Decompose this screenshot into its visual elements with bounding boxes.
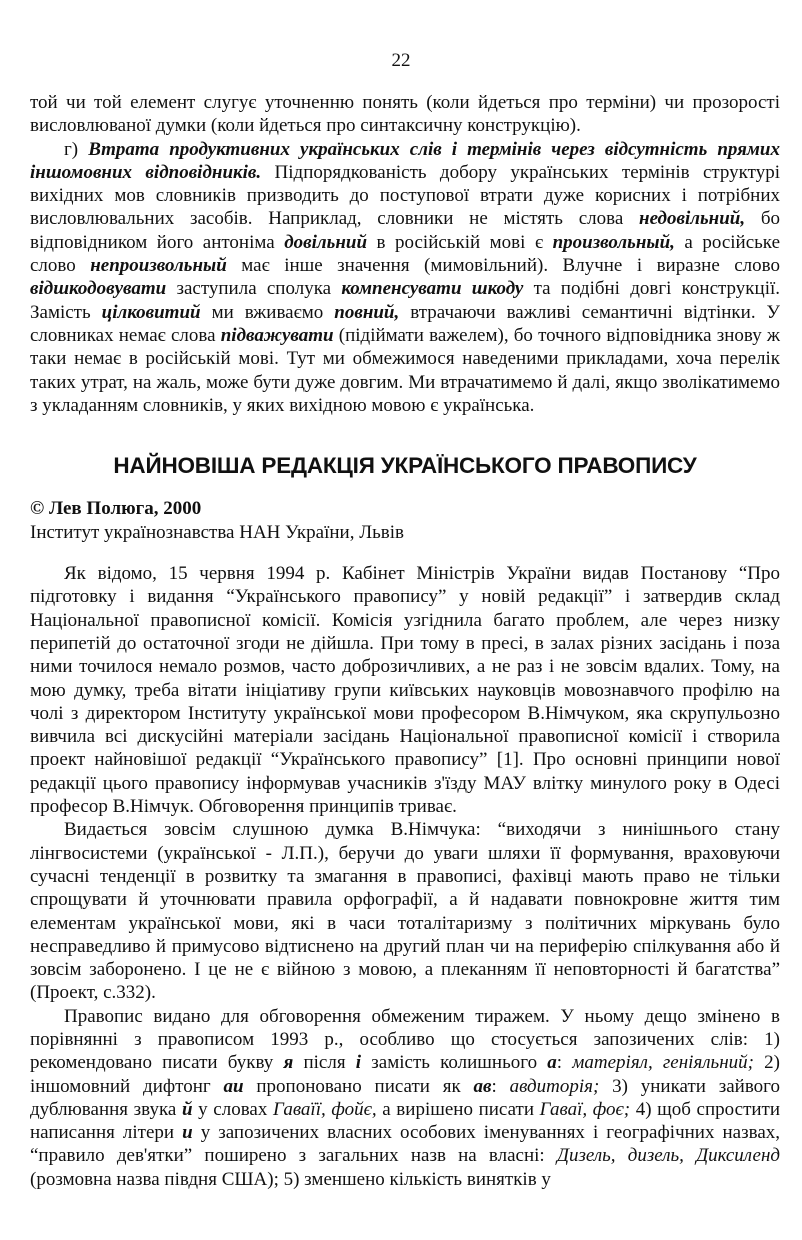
text-run: після xyxy=(293,1052,356,1074)
text-run: та подібні довгі конструкції. Замість xyxy=(30,278,780,323)
example-word: підважувати xyxy=(220,324,334,346)
page-number: 22 xyxy=(391,50,411,71)
letter-example: й xyxy=(181,1098,193,1120)
example-word: непроизвольный xyxy=(90,255,227,277)
example-word: відшкодовувати xyxy=(30,278,167,300)
text-run: у словах xyxy=(192,1098,273,1120)
letter-example: и xyxy=(182,1122,193,1144)
example-word: компенсувати шкоду xyxy=(341,278,524,300)
letter-example: ав xyxy=(473,1075,492,1097)
letter-example: аи xyxy=(223,1075,244,1097)
letter-example: я xyxy=(283,1052,294,1074)
text-run: втрачаючи важливі семантичні відтінки. У словниках немає слова xyxy=(30,301,781,346)
text-body xyxy=(30,91,780,1191)
text-run: бо відповідником його антоніма xyxy=(30,208,780,253)
example-word: недовільний, xyxy=(639,208,746,230)
text-run: (підіймати важелем), бо точного відповідника знову ж таки немає в російській мові. Тут ми обмежимося наведеними прикладами, хоча перелік таких утрат, на жаль, може бути дуже довгим. Ми втрачатимемо й далі, якщо зволікатимемо з укладанням словників, у яких вихідною мовою є українська. xyxy=(30,324,781,416)
example-word: Дизель, дизель, Диксиленд xyxy=(556,1145,780,1167)
text-run: заступила сполука xyxy=(166,278,342,300)
text-run: в російській мові є xyxy=(367,231,553,253)
text-run: г) xyxy=(64,138,89,160)
example-word: авдиторія; xyxy=(509,1075,600,1097)
text-run: у запозичених власних особових іменуваннях і географічних назвах, “правило дев'ятки” поширено з загальних назв на власні: xyxy=(30,1122,780,1167)
text-run: : xyxy=(556,1052,573,1074)
article-title: НАЙНОВІША РЕДАКЦІЯ УКРАЇНСЬКОГО ПРАВОПИСУ xyxy=(113,453,697,479)
example-word: Гаваїї, фойє, xyxy=(272,1098,377,1120)
example-word: повний, xyxy=(334,301,400,323)
paragraph-continuation: той чи той елемент слугує уточненню понять (коли йдеться про терміни) чи прозорості висловлюваної думки (коли йдеться про синтаксичну конструкцію). xyxy=(30,92,780,137)
emphasis-heading: Втрата продуктивних українських слів і термінів через відсутність прямих іншомовних відповідників. xyxy=(30,138,780,183)
text-run: ми вживаємо xyxy=(200,301,335,323)
example-word: матеріял, геніяльний; xyxy=(572,1052,754,1074)
letter-example: а xyxy=(547,1052,557,1074)
author-line: © Лев Полюга, 2000 xyxy=(30,498,202,520)
text-run: (розмовна назва півдня США); 5) зменшено кількість винятків у xyxy=(30,1168,551,1190)
text-run: Правопис видано для обговорення обмеженим тиражем. У ньому дещо змінено в порівнянні з правописом 1993 р., особливо що стосується запозичених слів: 1) рекомендовано писати букву xyxy=(30,1005,780,1074)
text-run: а російське слово xyxy=(30,231,781,277)
paragraph-intro: Як відомо, 15 червня 1994 р. Кабінет Міністрів України видав Постанову “Про підготовку і видання “Українського правопису” у новій редакції” і затвердив склад Національної правописної комісії. Комісія узгіднила багато проблем, але через низку перипетій до остаточної згоди не дійшла. При тому в пресі, в залах різних засідань і поза ними точилося немало розмов, часто доброзичливих, а не раз і не зовсім вдалих. Тому, на мою думку, треба вітати ініціативу групи київських науковців мовознавчого профілю на чолі з директором Інституту української мови професором В.Німчуком, яка скрупульозно вивчила всі дискусійні матеріали засідань Національної правописної комісії і створила проект найновішої редакції “Українського правопису” [1]. Про основні принципи нової редакції цього правопису інформував учасників з'їзду МАУ влітку минулого року в Одесі професор В.Німчук. Обговорення принципів триває. xyxy=(30,563,780,818)
text-run: пропоновано писати як xyxy=(243,1075,474,1097)
text-run: 2) іншомовний дифтонг xyxy=(30,1052,780,1097)
text-run: : xyxy=(491,1075,510,1097)
paragraph-quote: Видається зовсім слушною думка В.Німчука: “виходячи з нинішнього стану лінгвосистеми (української - Л.П.), беручи до уваги шляхи її формування, враховуючи сучасні тенденції в розвитку та змагання в правописі, фахівці мають право не тільки спрощувати й уточнювати правила орфографії, а й надавати повнокровне життя тим елементам української мови, які в часи тоталітаризму з політичних міркувань було несправедливо й примусово відтиснено на другий план чи на периферію спілкування або й зовсім заборонено. І це не є війною з мовою, а плеканням її неповторності й багатства” (Проект, с.332). xyxy=(30,819,780,1004)
text-run: 3) уникати зайвого дублювання звука xyxy=(30,1075,780,1120)
text-run: Підпорядкованість добору українських термінів структурі вихідних мов словників призводить до поступової втрати дуже корисних і потрібних висловлювальних засобів. Наприклад, словники не містять слова xyxy=(30,161,780,230)
letter-example: і xyxy=(355,1052,362,1074)
text-run: 4) щоб спростити написання літери xyxy=(30,1098,781,1144)
paragraph-item-g xyxy=(30,138,780,418)
example-word: Гаваї, фоє; xyxy=(539,1098,631,1120)
text-run: а вирішено писати xyxy=(376,1098,540,1120)
affiliation-line: Інститут українознавства НАН України, Львів xyxy=(30,521,404,543)
example-word: произвольный, xyxy=(552,231,675,253)
example-word: цілковитий xyxy=(101,301,201,323)
text-run: має інше значення (мимовільний). Влучне і виразне слово xyxy=(226,255,780,277)
text-run: замість колишнього xyxy=(361,1052,548,1074)
example-word: довільний xyxy=(284,231,368,253)
paragraph-changes xyxy=(30,1005,780,1191)
